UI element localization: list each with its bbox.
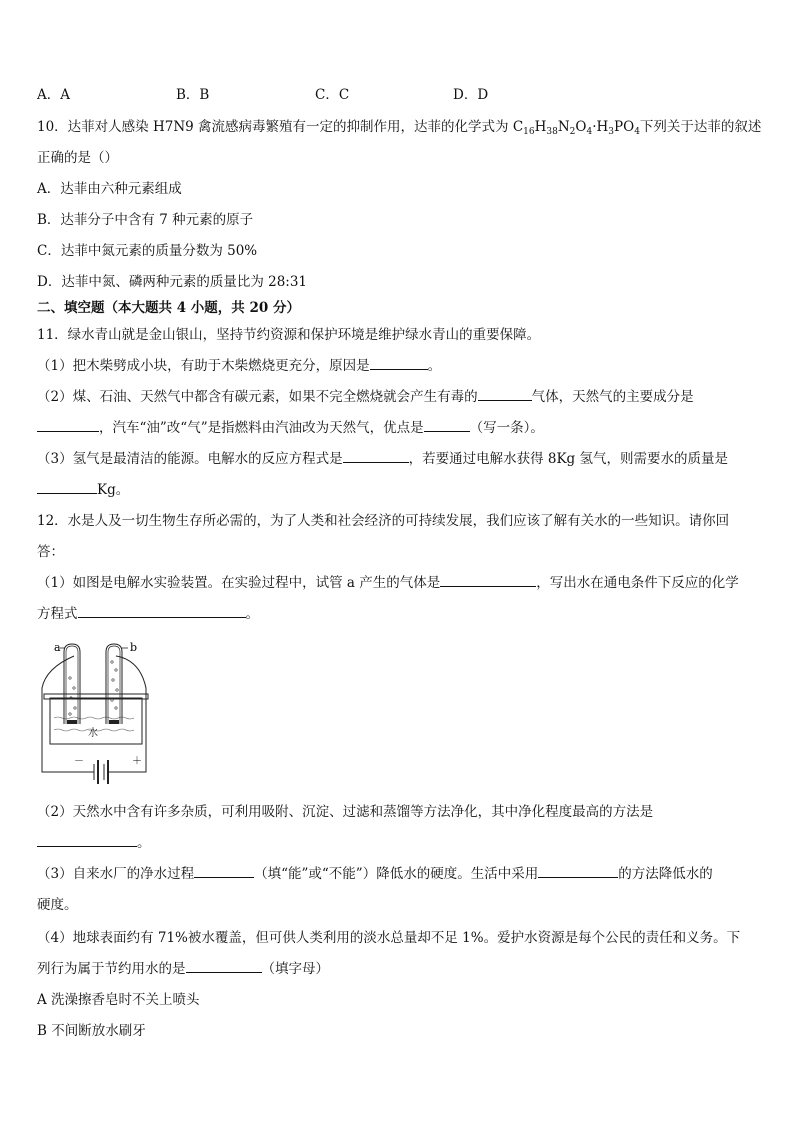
battery-icon — [94, 760, 108, 784]
q10-option-b: B．达菲分子中含有 7 种元素的原子 — [37, 212, 254, 228]
q12-part-2-cont: 。 — [37, 831, 151, 851]
answer-blank[interactable] — [37, 418, 99, 432]
water-label: 水 — [88, 728, 98, 739]
q11-part-2-cont: ，汽车“油”改“气”是指燃料由汽油改为天然气，优点是 （写一条）。 — [37, 416, 544, 436]
electrode-a — [67, 720, 77, 724]
option-c: C．C — [315, 87, 350, 103]
q12-option-b: B 不间断放水刷牙 — [37, 1023, 146, 1039]
question-11-stem: 11．绿水青山就是金山银山，坚持节约资源和保护环境是维护绿水青山的重要保障。 — [37, 327, 541, 343]
question-12-stem: 12．水是人及一切生物生存所必需的，为了人类和社会经济的可持续发展，我们应该了解有关水的一些知识。请你回 — [37, 513, 730, 529]
q10-option-a: A．达菲由六种元素组成 — [37, 181, 182, 197]
option-a: A．A — [37, 87, 70, 103]
question-12-stem-cont: 答： — [37, 544, 64, 560]
option-d: D．D — [453, 87, 489, 103]
q12-option-a: A 洗澡擦香皂时不关上喷头 — [37, 992, 200, 1008]
answer-blank[interactable] — [37, 480, 97, 494]
answer-blank[interactable] — [424, 418, 470, 432]
q12-part-4-cont: 列行为属于节约用水的是 （填字母） — [37, 961, 329, 977]
option-b: B．B — [176, 87, 210, 103]
tube-b-label: b — [130, 641, 138, 654]
answer-blank[interactable] — [440, 573, 536, 587]
q12-part-2: （2）天然水中含有许多杂质，可利用吸附、沉淀、过滤和蒸馏等方法净化，其中净化程度最高的方法是 — [37, 804, 654, 820]
plus-sign: ＋ — [132, 756, 142, 767]
q10-option-c: C．达菲中氮元素的质量分数为 50% — [37, 243, 258, 259]
q11-part-3-cont: Kg。 — [37, 478, 129, 498]
test-tube-a — [64, 644, 80, 724]
answer-blank[interactable] — [478, 387, 532, 401]
test-tube-b — [106, 644, 122, 724]
q11-part-1: （1）把木柴劈成小块，有助于木柴燃烧更充分，原因是 。 — [37, 358, 442, 374]
gas-bubbles — [69, 661, 118, 715]
question-10-stem: 10．达菲对人感染 H7N9 禽流感病毒繁殖有一定的抑制作用，达菲的化学式为 $C_{16}H_{38}N_2O_4\cdot H_3PO_4$下列关于达菲的叙述 — [37, 119, 762, 137]
chemical-formula: $C_{16}H_{38}N_2O_4\cdot H_3PO_4$ — [512, 119, 640, 137]
minus-sign: － — [74, 756, 84, 767]
question-10-stem-line2: 正确的是（） — [37, 150, 118, 166]
answer-blank[interactable] — [370, 356, 428, 370]
q11-part-2: （2）煤、石油、天然气中都含有碳元素，如果不完全燃烧就会产生有毒的 气体，天然气的主要成分是 — [37, 389, 694, 405]
q12-part-3: （3）自来水厂的净水过程 （填“能”或“不能”）降低水的硬度。生活中采用 的方法降低水的 — [37, 866, 713, 882]
answer-blank[interactable] — [194, 864, 254, 878]
electrode-b — [109, 720, 119, 724]
circuit-wire-right — [108, 656, 146, 772]
q12-part-4: （4）地球表面约有 71%被水覆盖，但可供人类利用的淡水总量却不足 1%。爱护水资源是每个公民的责任和义务。下 — [37, 930, 741, 946]
q12-part-1: （1）如图是电解水实验装置。在实验过程中，试管 a 产生的气体是 ，写出水在通电条件下反应的化学 — [37, 575, 739, 591]
q12-part-1-cont: 方程式 。 — [37, 606, 259, 622]
answer-blank[interactable] — [37, 833, 137, 847]
answer-blank[interactable] — [186, 959, 262, 973]
tube-a-label: a — [54, 641, 61, 654]
answer-blank[interactable] — [78, 604, 246, 618]
section-heading: 二、填空题（本大题共 4 小题，共 20 分） — [37, 300, 300, 316]
q11-part-3: （3）氢气是最清洁的能源。电解水的反应方程式是 ，若要通过电解水获得 8Kg 氢气，则需要水的质量是 — [37, 451, 728, 467]
electrolysis-apparatus-diagram — [38, 638, 168, 788]
q12-part-3-cont: 硬度。 — [37, 897, 78, 913]
q10-option-d: D．达菲中氮、磷两种元素的质量比为 28:31 — [37, 274, 308, 290]
answer-blank[interactable] — [538, 864, 618, 878]
answer-blank[interactable] — [343, 449, 409, 463]
